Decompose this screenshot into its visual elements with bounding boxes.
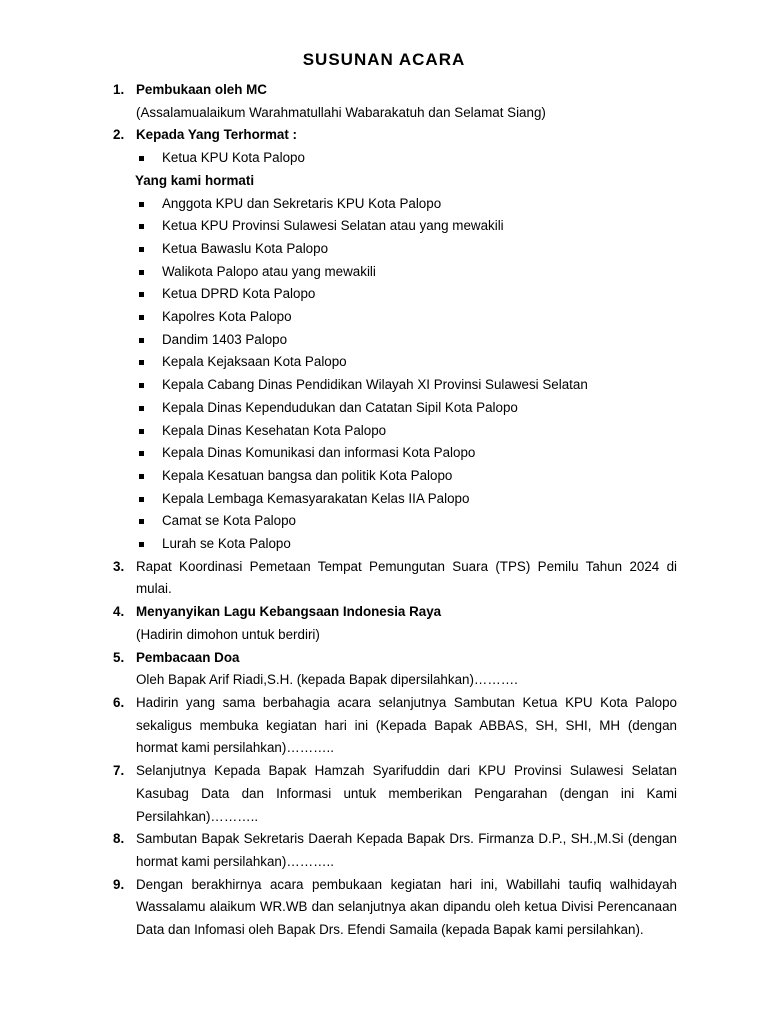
bullet-icon (139, 338, 144, 343)
agenda-item-5 (113, 647, 677, 692)
list-item: Kepala Dinas Kependudukan dan Catatan Sipil Kota Palopo (136, 397, 677, 420)
agenda-item-3 (113, 556, 677, 601)
item-text: Oleh Bapak Arif Riadi,S.H. (kepada Bapak dipersilahkan)………. (136, 672, 518, 688)
bullet-icon (139, 224, 144, 229)
list-item: Walikota Palopo atau yang mewakili (136, 261, 677, 284)
list-item: Dandim 1403 Palopo (136, 329, 677, 352)
list-item: Kepala Cabang Dinas Pendidikan Wilayah XI Provinsi Sulawesi Selatan (136, 374, 677, 397)
bullet-icon (139, 156, 144, 161)
item-text: Selanjutnya Kepada Bapak Hamzah Syarifuddin dari KPU Provinsi Sulawesi Selatan Kasubag Data dan Informasi untuk memberikan Pengarahan (dengan ini Kami Persilahkan)……….. (136, 763, 677, 824)
list-item: Ketua KPU Kota Palopo (136, 147, 677, 170)
bullet-icon (139, 451, 144, 456)
item-number: 3. (113, 558, 125, 574)
item-text: Hadirin yang sama berbahagia acara selanjutnya Sambutan Ketua KPU Kota Palopo sekaligus membuka kegiatan hari ini (Kepada Bapak ABBAS, SH, SHI, MH (dengan hormat kami persilahkan)……….. (136, 694, 677, 756)
list-item: Kepala Dinas Kesehatan Kota Palopo (136, 420, 677, 443)
bullet-icon (139, 406, 144, 411)
item-heading: Menyanyikan Lagu Kebangsaan Indonesia Raya (136, 604, 442, 620)
bullet-icon (139, 315, 144, 320)
list-item: Kepala Dinas Komunikasi dan informasi Kota Palopo (136, 442, 677, 465)
list-item: Kepala Kejaksaan Kota Palopo (136, 351, 677, 374)
list-item: Anggota KPU dan Sekretaris KPU Kota Palopo (136, 193, 677, 216)
list-item: Ketua Bawaslu Kota Palopo (136, 238, 677, 261)
item-number: 5. (113, 649, 125, 665)
item-number: 9. (113, 876, 125, 892)
agenda-item-7 (113, 760, 677, 828)
item-heading: Pembacaan Doa (136, 649, 240, 665)
item-number: 4. (113, 604, 125, 620)
list-item: Ketua DPRD Kota Palopo (136, 283, 677, 306)
bullet-icon (139, 474, 144, 479)
bullet-icon (139, 429, 144, 434)
item-heading: Pembukaan oleh MC (136, 82, 267, 97)
item-number: 1. (113, 82, 125, 97)
list-item: Lurah se Kota Palopo (136, 533, 677, 556)
list-item: Camat se Kota Palopo (136, 510, 677, 533)
item-text: (Assalamualaikum Warahmatullahi Wabarakatuh dan Selamat Siang) (136, 104, 546, 120)
item-number: 2. (113, 127, 125, 143)
bullet-icon (139, 497, 144, 502)
bullet-icon (139, 360, 144, 365)
agenda-list (113, 79, 677, 942)
item-text: (Hadirin dimohon untuk berdiri) (136, 626, 320, 642)
list-item: Kepala Lembaga Kemasyarakatan Kelas IIA Palopo (136, 488, 677, 511)
item-heading: Kepada Yang Terhormat : (136, 127, 297, 143)
item-number: 6. (113, 694, 125, 710)
bullet-icon (139, 519, 144, 524)
item-number: 7. (113, 763, 125, 779)
agenda-item-9 (113, 874, 677, 942)
bullet-icon (139, 202, 144, 207)
subheading: Yang kami hormati (135, 172, 255, 188)
agenda-item-2 (113, 124, 677, 147)
item-text: Dengan berakhirnya acara pembukaan kegiatan hari ini, Wabillahi taufiq walhidayah Wassalamu alaikum WR.WB dan selanjutnya akan dipandu oleh ketua Divisi Perencanaan Data dan Infomasi oleh Bapak Drs. Efendi Samaila (kepada Bapak kami persilahkan). (136, 876, 677, 938)
bullet-icon (139, 383, 144, 388)
item-text: Rapat Koordinasi Pemetaan Tempat Pemungutan Suara (TPS) Pemilu Tahun 2024 di mulai. (136, 558, 677, 597)
agenda-item-1 (113, 79, 677, 124)
bullet-icon (139, 292, 144, 297)
document-title: SUSUNAN ACARA (302, 50, 466, 69)
list-item: Kapolres Kota Palopo (136, 306, 677, 329)
agenda-item-6 (113, 692, 677, 760)
agenda-item-4 (113, 601, 677, 646)
bullet-icon (139, 542, 144, 547)
item-text: Sambutan Bapak Sekretaris Daerah Kepada Bapak Drs. Firmanza D.P., SH.,M.Si (dengan hormat kami persilahkan)……….. (136, 831, 677, 869)
bullet-icon (139, 270, 144, 275)
list-item: Kepala Kesatuan bangsa dan politik Kota Palopo (136, 465, 677, 488)
agenda-item-8 (113, 828, 677, 873)
item-number: 8. (113, 831, 125, 847)
list-item: Ketua KPU Provinsi Sulawesi Selatan atau yang mewakili (136, 215, 677, 238)
bullet-icon (139, 247, 144, 252)
